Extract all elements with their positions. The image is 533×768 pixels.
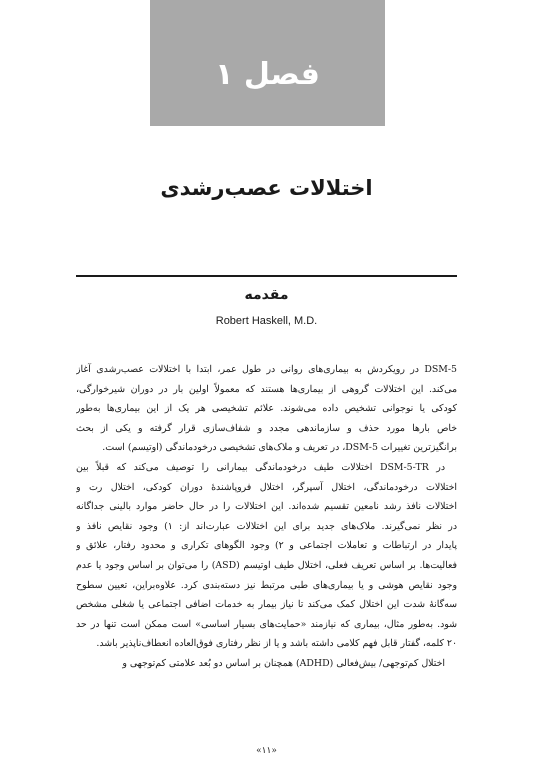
text-line: پایدار در ارتباطات و تعاملات اجتماعی و ۲) وجود الگوهای تکراری و محدود رفتار، علائق و [76, 540, 457, 552]
section-title: مقدمه [244, 287, 289, 303]
text-line: DSM-5 در رویکردش به بیماری‌های روانی در طول عمر، ابتدا با اختلالات عصب‌رشدی آغاز [76, 364, 457, 375]
text-line: سه‌گانهٔ شدت این اختلال کمک می‌کند تا نیاز بیمار به خدمات اضافی اجتماعی یا شغلی مشخص [76, 599, 457, 611]
text-line: اختلالات درخودماندگی، اختلال آسپرگر، اختلال فروپاشندهٔ دوران کودکی، اختلال رت و [76, 481, 457, 493]
body-text [76, 360, 457, 674]
chapter-banner [150, 0, 385, 126]
text-line: اختلالات نافذ رشد نامعین تقسیم شده‌اند. این اختلالات را در حال حاضر موارد بالینی جداگانه [76, 501, 457, 513]
chapter-title: اختلالات عصب‌رشدی [160, 176, 373, 200]
page-number: «۱۱» [256, 746, 277, 756]
text-line: وجود نقایص هوشی و یا بیماری‌های طبی مرتبط نیز دسته‌بندی کرد. علاوه‌براین، تعیین سطوح [76, 579, 457, 591]
text-line: کودکی یا نوجوانی تشخیص داده می‌شوند. علائم تشخیصی هر یک از این بیماری‌ها به‌طور [76, 403, 457, 415]
text-line: خاص بارها مورد حذف و سازماندهی مجدد و شفاف‌سازی قرار گرفته و یکی از بحث [76, 422, 457, 434]
text-line: اختلال کم‌توجهی/ بیش‌فعالی (ADHD) همچنان بر اساس دو بُعد علامتی کم‌توجهی و [122, 657, 445, 669]
text-line: ۲۰ کلمه، گفتار قابل فهم کلامی داشته باشد و یا از نظر رفتاری فوق‌العاده انعطاف‌ناپذیر باشد. [96, 638, 457, 650]
text-line: در نظر نمی‌گیرند. ملاک‌های جدید برای این اختلالات عبارت‌اند از: ۱) وجود نقایص نافذ و [76, 520, 457, 532]
text-line: در DSM-5-TR اختلالات طیف درخودماندگی بیمارانی را توصیف می‌کند که قبلاً بین [76, 461, 446, 473]
text-line: می‌کند. این اختلالات گروهی از بیماری‌ها هستند که معمولاً اولین بار در دوران شیرخوارگی، [76, 383, 457, 395]
text-line: فعالیت‌ها. بر اساس تعریف فعلی، اختلال طیف اوتیسم (ASD) را می‌توان بر اساس وجود یا عدم [76, 559, 457, 571]
author-name: Robert Haskell, M.D. [215, 315, 318, 327]
text-line: برانگیزترین تغییرات DSM-5، در تعریف و ملاک‌های تشخیصی درخودماندگی (اوتیسم) است. [102, 442, 457, 454]
section-divider [76, 275, 457, 277]
text-line: شود. به‌طور مثال، بیماری که نیازمند «حمایت‌های بسیار اساسی» است ممکن است تنها در حد [76, 618, 457, 630]
chapter-label: فصل ۱ [215, 56, 320, 92]
